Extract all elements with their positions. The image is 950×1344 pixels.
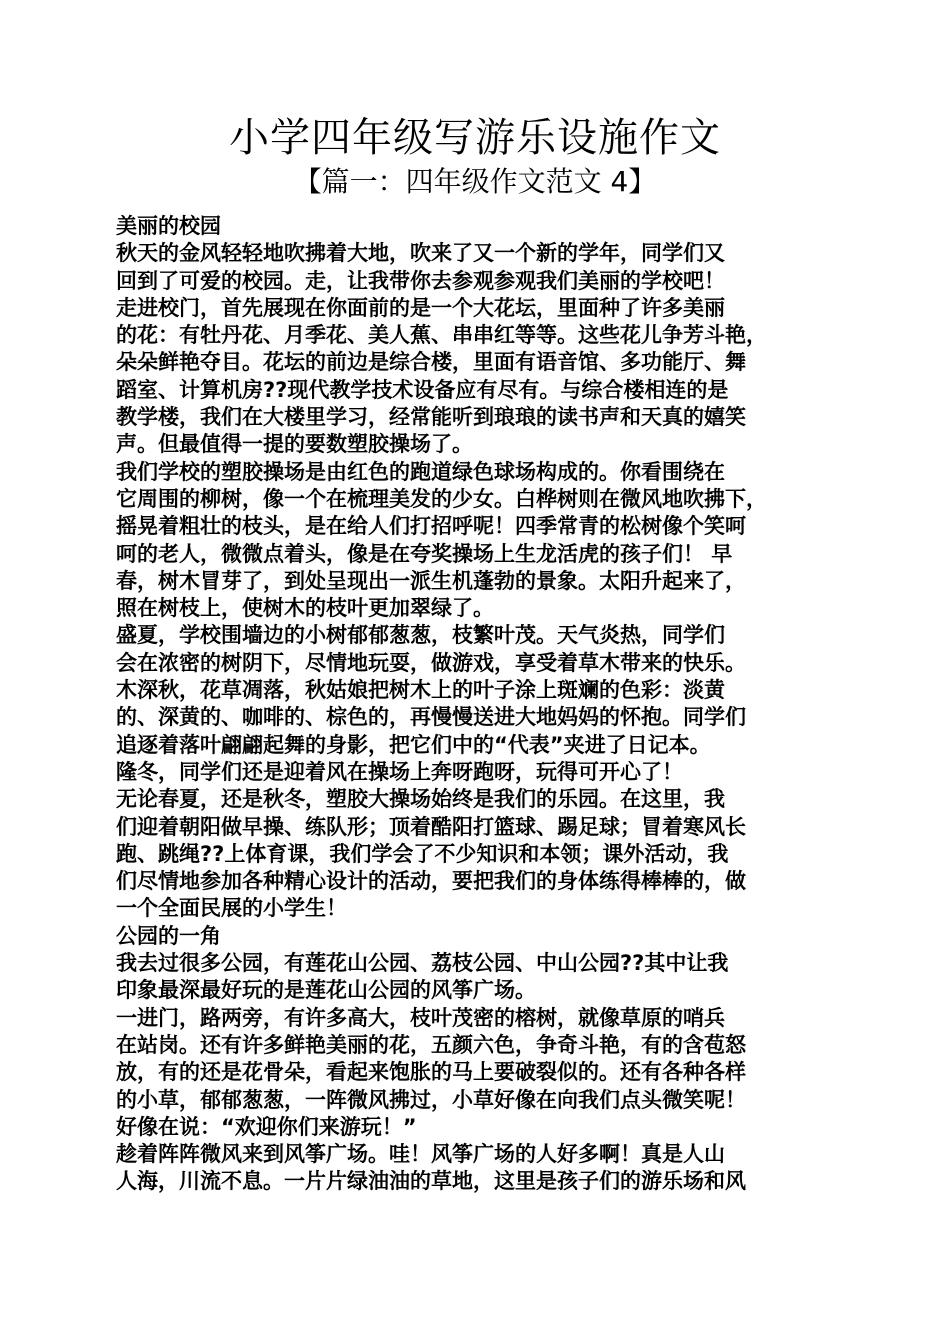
body-text-line: 一个全面民展的小学生！ [116, 896, 347, 921]
body-text-line: 回到了可爱的校园。走，让我带你去参观参观我们美丽的学校吧！ [116, 268, 725, 293]
body-text-line: 无论春夏，还是秋冬，塑胶大操场始终是我们的乐园。在这里，我 [116, 787, 725, 812]
body-text-line: 呵的老人，微微点着头，像是在夸奖操场上生龙活虎的孩子们！ 早 [116, 541, 733, 566]
document-subtitle: 【篇一：四年级作文范文 4】 [293, 165, 657, 198]
body-text-line: 美丽的校园 [116, 214, 221, 238]
body-text-line: 走进校门，首先展现在你面前的是一个大花坛，里面种了许多美丽 [116, 295, 725, 320]
body-text-line: 盛夏，学校围墙边的小树郁郁葱葱，枝繁叶茂。天气炎热，同学们 [116, 623, 725, 648]
body-text-line: 放，有的还是花骨朵，看起来饱胀的马上要破裂似的。还有各种各样 [116, 1060, 746, 1085]
body-text-line: 它周围的柳树，像一个在梳理美发的少女。白桦树则在微风地吹拂下， [116, 486, 767, 511]
body-text-line: 照在树枝上，使树木的枝叶更加翠绿了。 [116, 596, 494, 621]
body-text-line: 我们学校的塑胶操场是由红色的跑道绿色球场构成的。你看围绕在 [116, 459, 725, 484]
body-text-line: 朵朵鲜艳夺目。花坛的前边是综合楼，里面有语音馆、多功能厅、舞 [116, 350, 746, 375]
body-text-line: 印象最深最好玩的是莲花山公园的风筝广场。 [116, 978, 536, 1003]
body-text-line: 在站岗。还有许多鲜艳美丽的花，五颜六色，争奇斗艳，有的含苞怒 [116, 1032, 746, 1057]
body-text-line: 声。但最值得一提的要数塑胶操场了。 [116, 432, 473, 457]
body-text-line: 人海，川流不息。一片片绿油油的草地，这里是孩子们的游乐场和风 [116, 1169, 746, 1194]
body-text-line: 好像在说：“欢迎你们来游玩！” [116, 1114, 417, 1139]
body-text-line: 教学楼，我们在大楼里学习，经常能听到琅琅的读书声和天真的嬉笑 [116, 405, 746, 430]
body-text-line: 秋天的金风轻轻地吹拂着大地，吹来了又一个新的学年，同学们又 [116, 241, 725, 266]
body-text-line: 隆冬，同学们还是迎着风在操场上奔呀跑呀，玩得可开心了！ [116, 759, 683, 784]
body-text-line: 摇晃着粗壮的枝头，是在给人们打招呼呢！四季常青的松树像个笑呵 [116, 514, 746, 539]
body-text-line: 们尽情地参加各种精心设计的活动，要把我们的身体练得棒棒的，做 [116, 869, 746, 894]
body-text-line: 趁着阵阵微风来到风筝广场。哇！风筝广场的人好多啊！真是人山 [116, 1142, 725, 1167]
body-text-line: 的小草，郁郁葱葱，一阵微风拂过，小草好像在向我们点头微笑呢！ [116, 1087, 746, 1112]
body-text-line: 一进门，路两旁，有许多高大，枝叶茂密的榕树，就像草原的哨兵 [116, 1005, 725, 1030]
body-text-line: 木深秋，花草凋落，秋姑娘把树木上的叶子涂上斑斓的色彩：淡黄 [116, 678, 725, 703]
body-text-line: 我去过很多公园，有莲花山公园、荔枝公园、中山公园??其中让我 [116, 951, 729, 976]
document-title: 小学四年级写游乐设施作文 [229, 115, 721, 161]
body-text-line: 们迎着朝阳做早操、练队形；顶着酷阳打篮球、踢足球；冒着寒风长 [116, 814, 746, 839]
body-text-line: 会在浓密的树阴下，尽情地玩耍，做游戏，享受着草木带来的快乐。 [116, 650, 746, 675]
document-body [116, 213, 836, 1196]
body-text-line: 的、深黄的、咖啡的、棕色的，再慢慢送进大地妈妈的怀抱。同学们 [116, 705, 746, 730]
body-text-line: 追逐着落叶翩翩起舞的身影，把它们中的“代表”夹进了日记本。 [116, 732, 711, 757]
body-text-line: 跑、跳绳??上体育课，我们学会了不少知识和本领；课外活动，我 [116, 841, 729, 866]
body-text-line: 的花：有牡丹花、月季花、美人蕉、串串红等等。这些花儿争芳斗艳， [116, 323, 767, 348]
body-text-line: 蹈室、计算机房??现代教学技术设备应有尽有。与综合楼相连的是 [116, 377, 729, 402]
body-text-line: 公园的一角 [116, 923, 221, 948]
body-text-line: 春，树木冒芽了，到处呈现出一派生机蓬勃的景象。太阳升起来了， [116, 568, 746, 593]
